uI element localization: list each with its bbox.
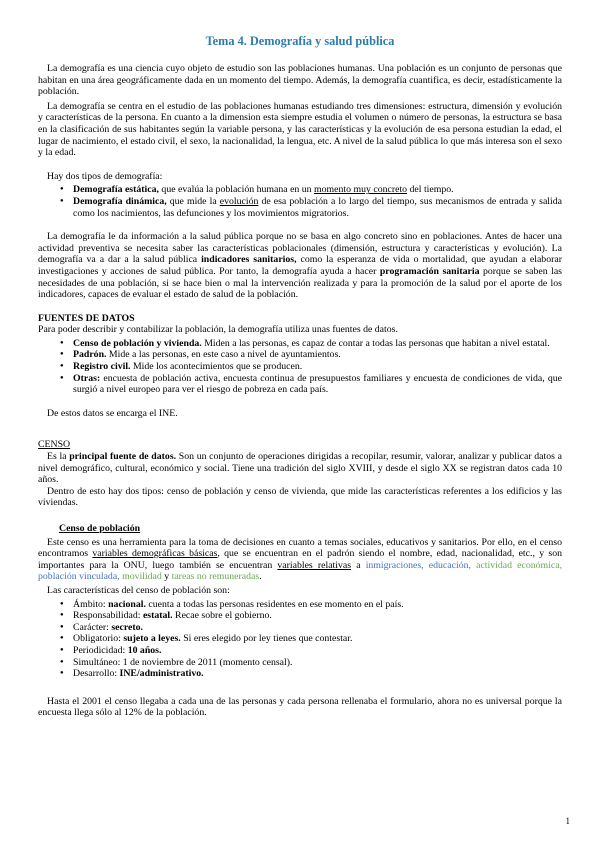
- text-run: Mide a las personas, en este caso a nivel de ayuntamientos.: [106, 349, 341, 361]
- text-run: Es la: [47, 451, 70, 463]
- text-run: estatal.: [142, 610, 173, 622]
- list-item: [60, 633, 562, 645]
- section-heading: [59, 523, 562, 535]
- paragraph: [38, 486, 562, 509]
- text-run: principal fuente de datos.: [69, 451, 177, 463]
- text-run: y: [161, 571, 172, 583]
- list-item: [60, 361, 562, 373]
- text-run: que evalúa la población humana en un: [158, 184, 315, 196]
- list-item: [60, 338, 562, 350]
- text-run: Hay dos tipos de demografía:: [47, 170, 163, 182]
- text-run: CENSO: [38, 439, 71, 451]
- text-run: Otras:: [73, 372, 101, 384]
- paragraph: [38, 696, 562, 719]
- text-run: De estos datos se encarga el INE.: [47, 407, 178, 419]
- doc-title: Tema 4. Demografía y salud pública: [205, 34, 395, 48]
- list-item: [60, 184, 562, 196]
- bullet-list: [38, 338, 562, 396]
- text-run: que mide la: [166, 195, 220, 207]
- paragraph: [38, 585, 562, 597]
- page-number: 1: [565, 816, 570, 826]
- list-item: [60, 622, 562, 634]
- paragraph: [38, 63, 562, 98]
- text-run: encuesta de población activa, encuesta continua de presupuestos familiares y encuesta de condiciones de vida, que surgió a nivel europeo para ver el riesgo de pobreza en cada país.: [73, 372, 562, 396]
- text-run: del tiempo.: [407, 184, 454, 196]
- text-run: La demografía se centra en el estudio de las poblaciones humanas estudiando tres dimensiones: estructura, dimensión y evolución y características de la persona. En cuanto a la dimension esta siempre estudia el volumen o número de personas, la estructura se basa en la clasificación de sus habitantes según la variable persona, y las características y la evolución de esa persona estudian la edad, el lugar de nacimiento, el estado civil, el sexo, la nacionalidad, la lengua, etc. A nivel de la salud pública lo que más interesa son el sexo y la edad.: [38, 100, 562, 159]
- text-run: , que se encuentran en el padrón siendo el nombre, edad, nacionalidad, etc., y son importantes para la ONU, luego también se encuentran: [38, 548, 562, 571]
- text-run: población vinculada,: [38, 571, 120, 583]
- list-item: [60, 373, 562, 396]
- text-run: Censo de población: [59, 523, 141, 534]
- text-run: a: [351, 559, 366, 571]
- text-run: Desarrollo:: [73, 668, 120, 680]
- text-run: porque se saben las necesidades de una población, si se hace bien o mal la intervención realizada y para la promoción de la salud por el aporte de los indicadores, capaces de evaluar el estado de salud de la población.: [38, 265, 562, 301]
- bullet-list: [38, 184, 562, 219]
- text-run: Miden a las personas, es capaz de contar a todas las personas que habitan a nivel estatal.: [201, 337, 550, 349]
- paragraph: [38, 324, 562, 336]
- text-run: Carácter:: [73, 621, 112, 633]
- paragraph: [38, 231, 562, 301]
- text-run: .: [259, 571, 262, 583]
- text-run: La demografía le da información a la salud pública porque no se basa en algo concreto sino en poblaciones. Antes de hacer una actividad preventiva se necesita saber las características poblacionales (dimensión, estructura y características y evolución). La demografía va a dar a la salud pública: [38, 231, 562, 266]
- text-run: secreto.: [111, 621, 143, 633]
- text-run: 10 años.: [127, 644, 162, 656]
- text-run: FUENTES DE DATOS: [38, 312, 135, 324]
- text-run: actividad económica,: [476, 559, 563, 571]
- text-run: educación,: [428, 559, 471, 571]
- text-run: Padrón.: [73, 349, 107, 361]
- list-item: [60, 599, 562, 611]
- text-run: movilidad: [122, 571, 162, 583]
- text-run: variables demográficas básicas: [92, 548, 218, 560]
- bullet-list: [38, 599, 562, 680]
- text-run: evolución: [219, 195, 259, 207]
- text-run: La demografía es una ciencia cuyo objeto de estudio son las poblaciones humanas. Una población es un conjunto de personas que habitan en una área geográficamente dada en un momento del tiempo. Además, la demografía cuantifica, es decir, estadísticamente la población.: [38, 63, 562, 98]
- text-run: Recae sobre el gobierno.: [172, 610, 272, 622]
- text-run: como la esperanza de vida o mortalidad, que ayudan a elaborar investigaciones y acciones de salud pública. Por tanto, la demografía ayuda a hacer: [38, 254, 562, 277]
- text-run: Si eres elegido por ley tienes que contestar.: [180, 633, 353, 645]
- text-run: Mide los acontecimientos que se producen.: [130, 361, 303, 373]
- paragraph: [38, 408, 562, 420]
- list-item: [60, 610, 562, 622]
- text-run: Obligatorio:: [73, 633, 124, 645]
- text-run: Hasta el 2001 el censo llegaba a cada una de las personas y cada persona rellenaba el formulario, ahora no es universal porque la encuesta llega sólo al 12% de la población.: [38, 695, 562, 719]
- text-run: Demografía estática,: [73, 184, 159, 196]
- text-run: Censo de población y vivienda.: [73, 337, 202, 349]
- text-run: programación sanitaria: [379, 265, 480, 277]
- text-run: Son un conjunto de operaciones dirigidas a recopilar, resumir, valorar, analizar y publicar datos a nivel demográfico, cultural, económico y social. Tiene una tradición del siglo XVIII, y desde el siglo XX se registran datos cada 10 años.: [38, 451, 562, 486]
- text-run: indicadores sanitarios,: [201, 254, 297, 266]
- text-run: variables relativas: [277, 559, 352, 571]
- text-run: cuenta a todas las personas residentes en ese momento en el país.: [145, 598, 404, 610]
- text-run: tareas no remuneradas: [171, 571, 260, 583]
- text-run: momento muy concreto: [314, 184, 408, 196]
- section-heading: [38, 313, 562, 325]
- list-item: [60, 645, 562, 657]
- text-run: INE/administrativo.: [119, 668, 204, 680]
- section-heading: [38, 439, 562, 451]
- text-run: inmigraciones,: [365, 559, 424, 571]
- text-run: Demografía dinámica,: [73, 195, 167, 207]
- text-run: de esa población a lo largo del tiempo, sus mecanismos de entrada y salida como los nacimientos, las defunciones y los movimientos migratorios.: [73, 195, 562, 219]
- text-run: Ámbito:: [73, 598, 109, 610]
- text-run: Para poder describir y contabilizar la población, la demografía utiliza unas fuentes de datos.: [38, 324, 398, 336]
- text-run: sujeto a leyes.: [123, 633, 181, 645]
- list-item: [60, 668, 562, 680]
- paragraph: [38, 451, 562, 486]
- text-run: Periodicidad:: [73, 644, 128, 656]
- text-run: Responsabilidad:: [73, 610, 143, 622]
- paragraph: [38, 537, 562, 583]
- text-run: nacional.: [108, 598, 146, 610]
- text-run: Las características del censo de población son:: [47, 584, 230, 596]
- list-item: [60, 657, 562, 669]
- paragraph: [38, 171, 562, 183]
- text-run: Este censo es una herramienta para la toma de decisiones en cuanto a temas sociales, educativos y sanitarios. Por ello, en el censo encontramos: [38, 536, 562, 560]
- list-item: [60, 196, 562, 219]
- paragraph: [38, 101, 562, 159]
- text-run: Registro civil.: [73, 361, 131, 373]
- text-run: Simultáneo: 1 de noviembre de 2011 (momento censal).: [73, 656, 293, 668]
- list-item: [60, 349, 562, 361]
- text-run: Dentro de esto hay dos tipos: censo de población y censo de vivienda, que mide las características referentes a los edificios y las viviendas.: [38, 485, 562, 509]
